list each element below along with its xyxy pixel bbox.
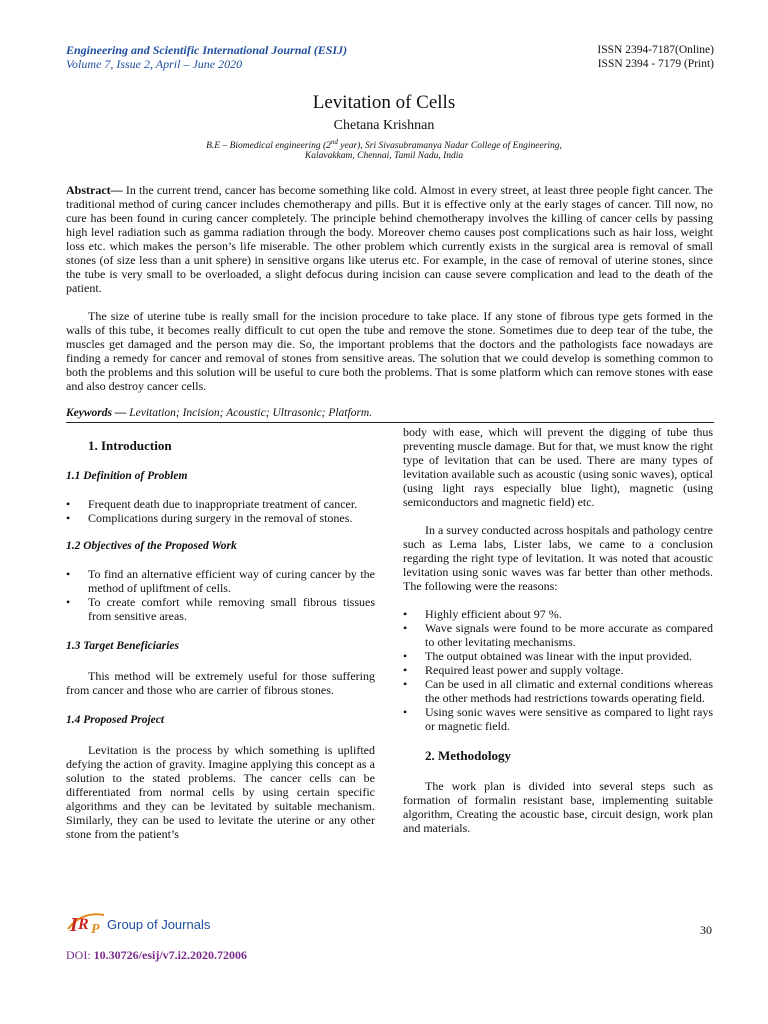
objectives-list [66, 567, 375, 623]
levitation-paragraph: body with ease, which will prevent the digging of tube thus preventing muscle damage. But for that, we must know the right type of levitation that can be used. There are many types of levitation available such as acoustic (using sonic waves), optical (using light rays especially blue light), magnetic (using semiconductors and magnetic field) etc. [403, 425, 713, 509]
keywords [66, 407, 372, 419]
abstract [66, 183, 713, 295]
list-item: • To find an alternative efficient way of curing cancer by the method of upliftment of cells. [66, 567, 375, 595]
issn-online: ISSN 2394-7187(Online) [597, 44, 714, 56]
survey-paragraph: In a survey conducted across hospitals and pathology centre such as Lema labs, Lister labs, we came to a conclusion regarding the right type of levitation. It was noted that acoustic levitation using sonic waves was far better than other methods. The following were the reasons: [403, 523, 713, 593]
keywords-text: Levitation; Incision; Acoustic; Ultrasonic; Platform. [126, 407, 373, 419]
list-item: • Frequent death due to inappropriate treatment of cancer. [66, 497, 375, 511]
list-item: • Highly efficient about 97 %. [403, 607, 713, 621]
author-affiliation-line2: Kalavakkam, Chennai, Tamil Nadu, India [304, 151, 464, 161]
doi [66, 948, 247, 963]
list-item: • Can be used in all climatic and external conditions whereas the other methods had restrictions towards operating field. [403, 677, 713, 705]
list-item: • Wave signals were found to be more accurate as compared to other levitating mechanisms. [403, 621, 713, 649]
proposed-project-text: Levitation is the process by which something is uplifted defying the action of gravity. Imagine applying this concept as a solution to the stated problems. The cancer cells can be differentiated from normal cells by using certain specific algorithms and they can be levitated by suitable mechanism. Similarly, they can be used to levitate the uterine or any other stone from the patient’s [66, 743, 375, 841]
affiliation-text: B.E – Biomedical engineering (2 [206, 141, 331, 152]
list-item: • Complications during surgery in the removal of stones. [66, 511, 375, 525]
reasons-list [403, 607, 713, 733]
left-column [66, 439, 375, 841]
page-number: 30 [700, 923, 712, 937]
introduction-heading: 1. Introduction [88, 438, 172, 453]
affiliation-text-rest: year), Sri Sivasubramanya Nadar College of Engineering, [337, 141, 562, 152]
beneficiaries-heading: 1.3 Target Beneficiaries [66, 640, 179, 652]
publisher-name: Group of Journals [107, 917, 211, 932]
objectives-heading: 1.2 Objectives of the Proposed Work [66, 540, 237, 552]
svg-text:R: R [78, 916, 89, 933]
svg-text:I: I [70, 914, 78, 936]
methodology-heading: 2. Methodology [425, 748, 511, 763]
abstract-label: Abstract— [66, 183, 123, 197]
publisher-logo [64, 903, 110, 939]
journal-volume: Volume 7, Issue 2, April – June 2020 [66, 57, 243, 71]
paper-author: Chetana Krishnan [333, 118, 435, 133]
abstract-text: In the current trend, cancer has become something like cold. Almost in every street, at least three people fight cancer. The traditional method of curing cancer includes chemotherapy and pills. But it is effective only at the early stages of cancer. Till now, no cure has been found in curing cancer completely. The principle behind chemotherapy involves the killing of cancer cells by passing high level radiation such as gamma radiation through the body. Moreover chemo causes post complications such as hair loss, weight loss etc. which makes the person’s life miserable. The other problem which currently exists in the surgical area is removal of small stones (of size less than a unit sphere) in sensitive organs like uterus etc. For example, in the case of removal of uterine stones, since the tube is very small to be overloaded, a slight defocus during incision can cause severe complication and lead to the death of the patient. [66, 183, 713, 295]
proposed-project-heading: 1.4 Proposed Project [66, 714, 165, 726]
list-item: • To create comfort while removing small fibrous tissues from sensitive areas. [66, 595, 375, 623]
affiliation-superscript: nd [330, 138, 338, 146]
definition-list [66, 497, 375, 525]
abstract-paragraph-2: The size of uterine tube is really small for the incision procedure to take place. If any stone of fibrous type gets formed in the walls of this tube, it becomes really difficult to cut open the tube and remove the stone. Sometimes due to deep tear of the tube, the muscles get damaged and the person may die. So, the important problems that the doctors and the pathologists face nowadays are finding a remedy for cancer and removal of stones from sensitive areas. The solution that we could develop is something common to both the problems and this solution will be useful to cure both the problems. That is some platform which can remove stones with ease and also destroy cancer cells. [66, 309, 713, 393]
section-divider [66, 422, 714, 423]
keywords-label: Keywords — [66, 407, 127, 419]
svg-text:P: P [91, 922, 100, 937]
right-column [403, 425, 713, 835]
irp-logo-icon [64, 903, 110, 939]
list-item: • The output obtained was linear with the input provided. [403, 649, 713, 663]
beneficiaries-text: This method will be extremely useful for those suffering from cancer and those who are carrier of fibrous stones. [66, 669, 375, 697]
doi-link[interactable]: 10.30726/esij/v7.i2.2020.72006 [93, 948, 247, 962]
list-item: • Required least power and supply voltage. [403, 663, 713, 677]
issn-print: ISSN 2394 - 7179 (Print) [597, 58, 714, 70]
methodology-paragraph: The work plan is divided into several steps such as formation of formalin resistant base, implementing suitable algorithm, Creating the acoustic base, circuit design, work plan and materials. [403, 779, 713, 835]
list-item: • Using sonic waves were sensitive as compared to light rays or magnetic field. [403, 705, 713, 733]
journal-name: Engineering and Scientific International Journal (ESIJ) [66, 43, 348, 57]
paper-title: Levitation of Cells [312, 92, 456, 113]
doi-label: DOI: [66, 948, 94, 962]
definition-heading: 1.1 Definition of Problem [66, 470, 188, 482]
